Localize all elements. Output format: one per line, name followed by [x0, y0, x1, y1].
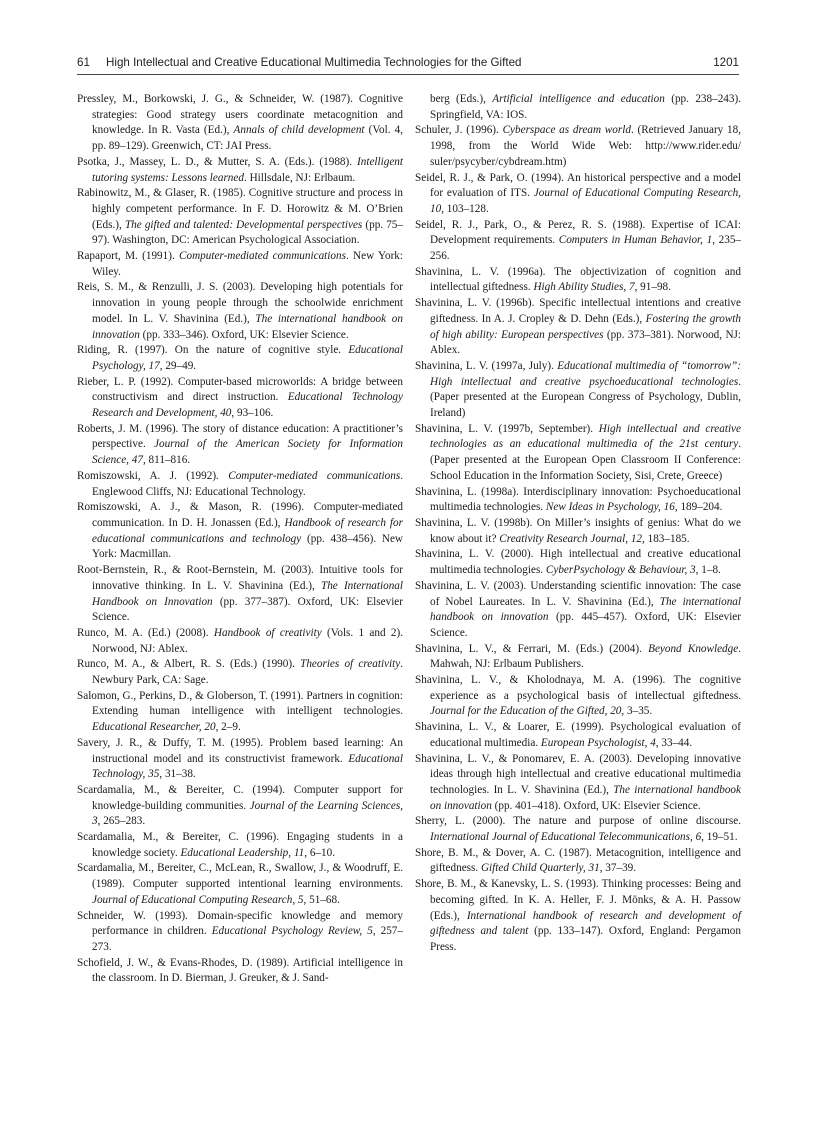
- reference-entry: Pressley, M., Borkowski, J. G., & Schneider, W. (1987). Cognitive strategies: Good strategy users coordinate metacognition and knowledge. In R. Vasta (Ed.), Annals of child development (Vol. 4, pp. 89–129). Greenwich, CT: JAI Press.: [77, 93, 403, 153]
- reference-entry: Rapaport, M. (1991). Computer-mediated communications. New York: Wiley.: [77, 250, 403, 278]
- reference-entry: Rabinowitz, M., & Glaser, R. (1985). Cognitive structure and process in highly competent performance. In F. D. Horowitz & M. O’Brien (Eds.), The gifted and talented: Developmental perspectives (pp. 75–97). Washington, DC: American Psychological Association.: [77, 187, 403, 247]
- reference-entry: Savery, J. R., & Duffy, T. M. (1995). Problem based learning: An instructional model and its constructivist framework. Educational Technology, 35, 31–38.: [77, 736, 403, 781]
- reference-entry: berg (Eds.), Artificial intelligence and education (pp. 238–243). Springfield, VA: IOS.: [430, 93, 741, 121]
- reference-entry: Shavinina, L. V. (1997b, September). High intellectual and creative technologies as an educational multimedia of the 21st century. (Paper presented at the European Open Classroom II Conference: School Education in the Information Society, Sisi, Crete, Greece): [415, 422, 741, 482]
- reference-entry: Romiszowski, A. J., & Mason, R. (1996). Computer-mediated communication. In D. H. Jonassen (Ed.), Handbook of research for educational communications and technology (pp. 438–456). New York: Macmillan.: [77, 501, 403, 561]
- reference-entry: Root-Bernstein, R., & Root-Bernstein, M. (2003). Intuitive tools for innovative thinking. In L. V. Shavinina (Ed.), The International Handbook on Innovation (pp. 377–387). Oxford, UK: Elsevier Science.: [77, 564, 403, 624]
- running-title: High Intellectual and Creative Educational Multimedia Technologies for the Gifted: [106, 56, 522, 69]
- reference-entry: Riding, R. (1997). On the nature of cognitive style. Educational Psychology, 17, 29–49.: [77, 344, 403, 372]
- reference-entry: Shavinina, L. V., & Loarer, E. (1999). Psychological evaluation of educational multimedia. European Psychologist, 4, 33–44.: [415, 721, 741, 749]
- reference-entry: Shavinina, L. V., & Kholodnaya, M. A. (1996). The cognitive experience as a psychological basis of intellectual giftedness. Journal for the Education of the Gifted, 20, 3–35.: [415, 674, 741, 718]
- reference-entry: Shore, B. M., & Dover, A. C. (1987). Metacognition, intelligence and giftedness. Gifted Child Quarterly, 31, 37–39.: [415, 846, 741, 875]
- reference-entry: Reis, S. M., & Renzulli, J. S. (2003). Developing high potentials for innovation in young people through the schoolwide enrichment model. In L. V. Shavinina (Ed.), The international handbook on innovation (pp. 333–346). Oxford, UK: Elsevier Science.: [77, 281, 403, 341]
- reference-entry: Romiszowski, A. J. (1992). Computer-mediated communications. Englewood Cliffs, NJ: Educational Technology.: [77, 469, 403, 498]
- page-number: 1201: [713, 56, 739, 69]
- reference-entry: Scardamalia, M., & Bereiter, C. (1996). Engaging students in a knowledge society. Educational Leadership, 11, 6–10.: [77, 831, 403, 859]
- reference-entry: Salomon, G., Perkins, D., & Globerson, T. (1991). Partners in cognition: Extending human intelligence with intelligent technologies. Educational Researcher, 20, 2–9.: [77, 689, 403, 734]
- reference-entry: Shavinina, L. V. (1997a, July). Educational multimedia of “tomorrow”: High intellectual and creative psychoeducational technologies. (Paper presented at the European Congress of Psychology, Dublin, Ireland): [415, 359, 742, 420]
- reference-entry: Sherry, L. (2000). The nature and purpose of online discourse. International Journal of Educational Telecommunications, 6, 19–51.: [415, 815, 741, 844]
- reference-entry: Shavinina, L. V., & Ponomarev, E. A. (2003). Developing innovative ideas through high intellectual and creative educational multimedia technologies. In L. V. Shavinina (Ed.), The international handbook on innovation (pp. 401–418). Oxford, UK: Elsevier Science.: [415, 752, 741, 812]
- reference-entry: Schuler, J. (1996). Cyberspace as dream world. (Retrieved January 18, 1998, from the World Wide Web: http://www.rider.edu/ suler/psycyber/cybdream.htm): [415, 124, 742, 168]
- reference-entry: Runco, M. A. (Ed.) (2008). Handbook of creativity (Vols. 1 and 2). Norwood, NJ: Ablex.: [77, 626, 404, 655]
- reference-entry: Shavinina, L. (1998a). Interdisciplinary innovation: Psychoeducational multimedia technologies. New Ideas in Psychology, 16, 189–204.: [415, 485, 741, 514]
- reference-entry: Roberts, J. M. (1996). The story of distance education: A practitioner’s perspective. Journal of the American Society for Information Science, 47, 811–816.: [77, 422, 403, 467]
- reference-entry: Rieber, L. P. (1992). Computer-based microworlds: A bridge between constructivism and direct instruction. Educational Technology Research and Development, 40, 93–106.: [77, 375, 403, 420]
- reference-entry: Shavinina, L. V. (2000). High intellectual and creative educational multimedia technologies. CyberPsychology & Behaviour, 3, 1–8.: [415, 548, 741, 577]
- right-column: [415, 92, 741, 956]
- reference-entry: Schofield, J. W., & Evans-Rhodes, D. (1989). Artificial intelligence in the classroom. In D. Bierman, J. Greuker, & J. Sand-: [77, 956, 403, 985]
- page-header: [77, 56, 739, 74]
- reference-entry: Runco, M. A., & Albert, R. S. (Eds.) (1990). Theories of creativity. Newbury Park, CA: Sage.: [77, 658, 403, 687]
- reference-entry: Scardamalia, M., & Bereiter, C. (1994). Computer support for knowledge-building communities. Journal of the Learning Sciences, 3, 265–283.: [77, 783, 403, 828]
- reference-entry: Shavinina, L. V. (2003). Understanding scientific innovation: The case of Nobel Laureates. In L. V. Shavinina (Ed.), The international handbook on innovation (pp. 445–457). Oxford, UK: Elsevier Science.: [415, 579, 741, 639]
- header-rule: [77, 74, 739, 75]
- reference-entry: Shavinina, L. V., & Ferrari, M. (Eds.) (2004). Beyond Knowledge. Mahwah, NJ: Erlbaum Publishers.: [415, 642, 741, 671]
- reference-entry: Seidel, R. J., Park, O., & Perez, R. S. (1988). Expertise of ICAI: Development requirements. Computers in Human Behavior, 1, 235–256.: [415, 218, 742, 263]
- reference-entry: Shore, B. M., & Kanevsky, L. S. (1993). Thinking processes: Being and becoming gifted. In K. A. Heller, F. J. Mönks, & A. H. Passow (Eds.), International handbook of research and development of giftedness and talent (pp. 133–147). Oxford, England: Pergamon Press.: [415, 878, 741, 953]
- reference-entry: Shavinina, L. V. (1996b). Specific intellectual intentions and creative giftedness. In A. J. Cropley & D. Dehn (Eds.), Fostering the growth of high ability: European perspectives (pp. 373–381). Norwood, NJ: Ablex.: [415, 297, 741, 357]
- reference-entry: Scardamalia, M., Bereiter, C., McLean, R., Swallow, J., & Woodruff, E. (1989). Computer supported intentional learning environments. Journal of Educational Computing Research, 5, 51–68.: [77, 862, 403, 906]
- left-column: [77, 92, 403, 987]
- reference-entry: Shavinina, L. V. (1998b). On Miller’s insights of genius: What do we know about it? Creativity Research Journal, 12, 183–185.: [415, 516, 741, 545]
- reference-entry: Schneider, W. (1993). Domain-specific knowledge and memory performance in children. Educational Psychology Review, 5, 257–273.: [77, 909, 403, 953]
- reference-entry: Psotka, J., Massey, L. D., & Mutter, S. A. (Eds.). (1988). Intelligent tutoring systems: Lessons learned. Hillsdale, NJ: Erlbaum.: [77, 155, 403, 184]
- chapter-number: 61: [77, 56, 90, 69]
- reference-entry: Shavinina, L. V. (1996a). The objectivization of cognition and intellectual giftedness. High Ability Studies, 7, 91–98.: [415, 265, 741, 294]
- reference-entry: Seidel, R. J., & Park, O. (1994). An historical perspective and a model for evaluation of ITS. Journal of Educational Computing Research, 10, 103–128.: [415, 171, 741, 215]
